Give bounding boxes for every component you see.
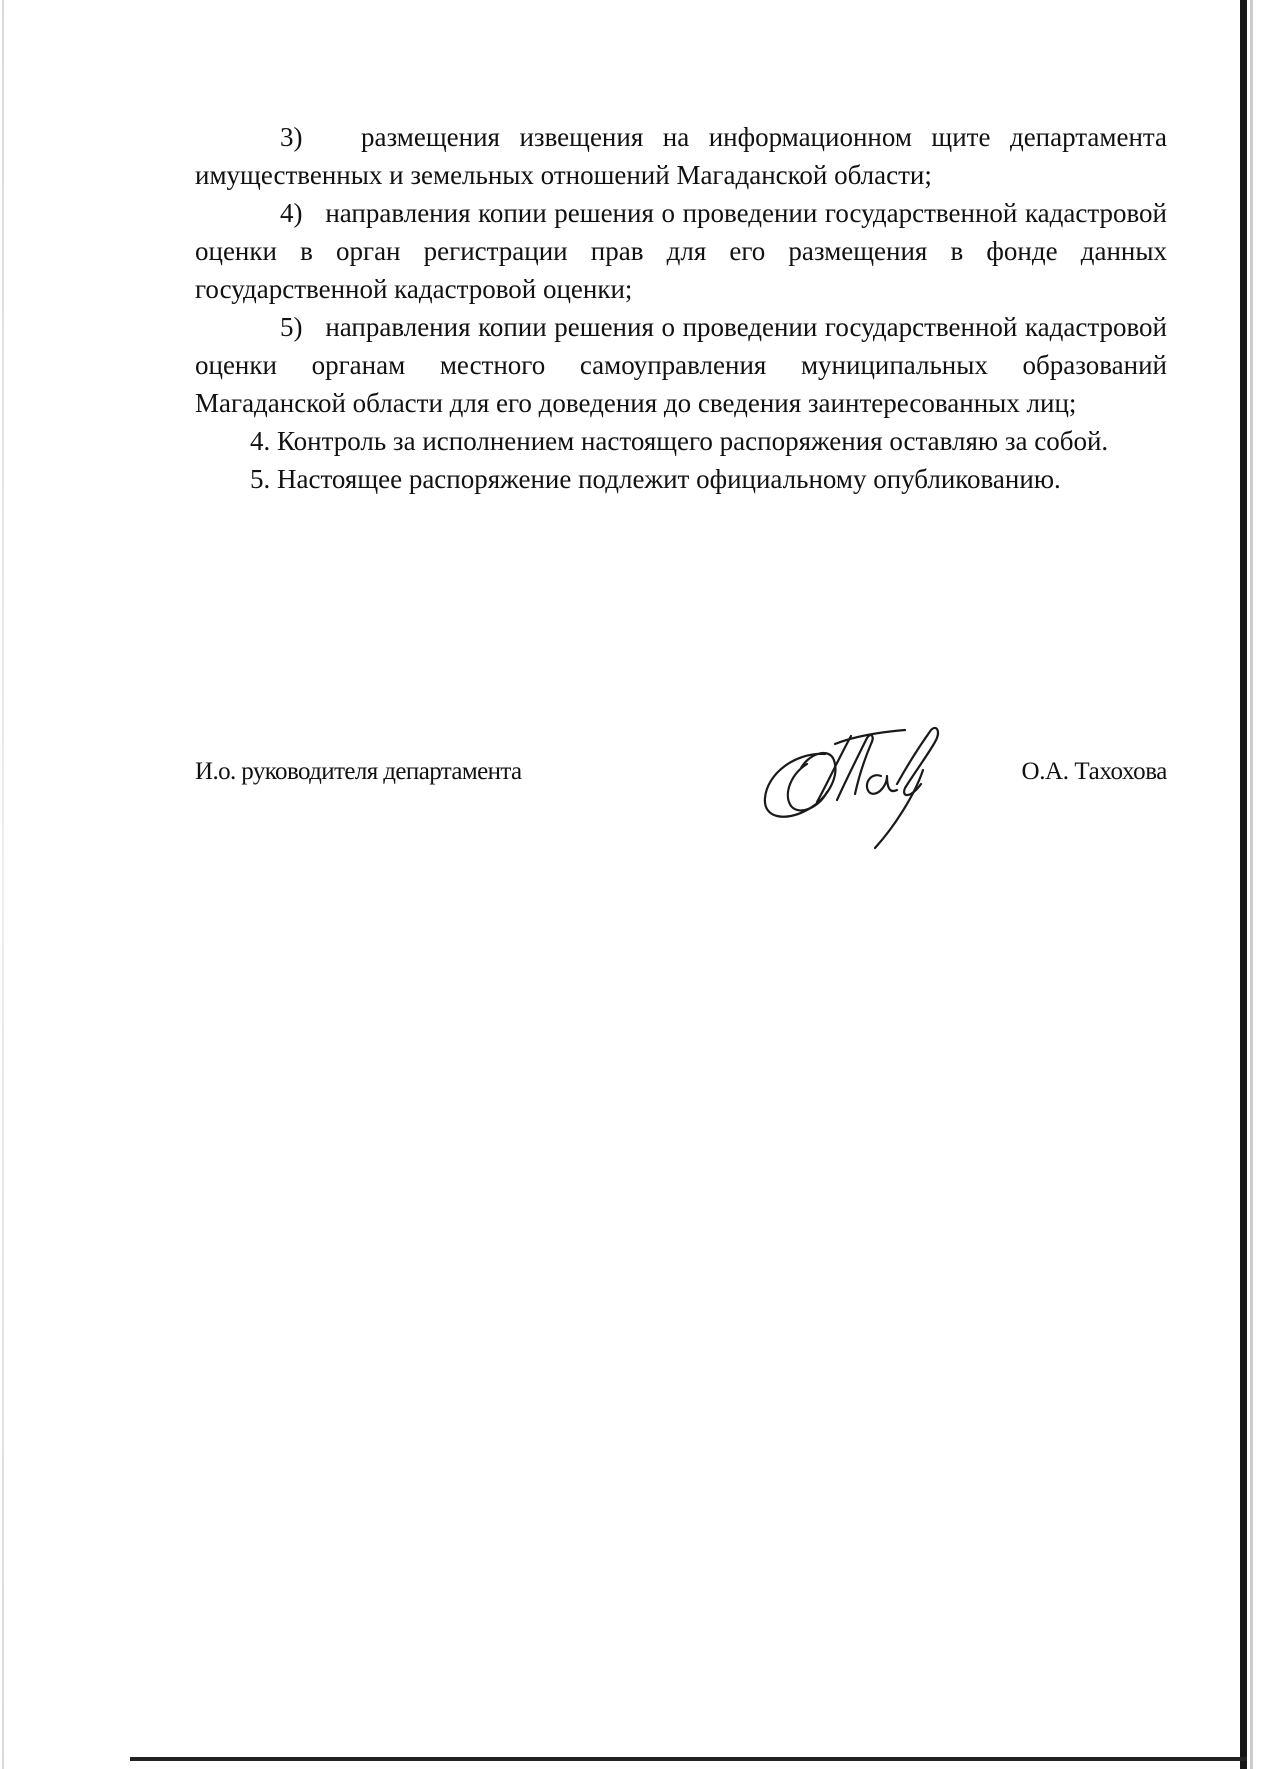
paragraph-publication: 5. Настоящее распоряжение подлежит официальному опубликованию. bbox=[250, 464, 1061, 494]
list-item-number: 4) bbox=[280, 198, 303, 228]
list-item-number: 3) bbox=[280, 122, 303, 152]
scan-left-edge bbox=[2, 0, 4, 1769]
signatory-position: И.о. руководителя департамента bbox=[195, 758, 522, 785]
handwritten-signature bbox=[755, 714, 965, 854]
paragraph-control: 4. Контроль за исполнением настоящего распоряжения оставляю за собой. bbox=[250, 426, 1109, 456]
list-item-text: направления копии решения о проведении государственной кадастровой оценки органам местного самоуправления муниципальных образований Магаданской области для его доведения до сведения заинтересованных лиц; bbox=[195, 312, 1167, 418]
list-item-number: 5) bbox=[280, 312, 303, 342]
signature-block bbox=[195, 720, 1167, 860]
list-item-5 bbox=[195, 308, 1167, 422]
document-body bbox=[195, 118, 1167, 498]
scan-bottom-edge bbox=[130, 1757, 1247, 1761]
list-item-text: направления копии решения о проведении государственной кадастровой оценки в орган регистрации прав для его размещения в фонде данных государственной кадастровой оценки; bbox=[195, 198, 1167, 304]
list-item-text: размещения извещения на информационном щите департамента имущественных и земельных отношений Магаданской области; bbox=[195, 122, 1168, 190]
list-item-3 bbox=[195, 118, 1167, 194]
list-item-4 bbox=[195, 194, 1167, 308]
scan-right-edge bbox=[1240, 0, 1247, 1769]
scan-right-shadow bbox=[1250, 0, 1253, 1769]
signatory-name: О.А. Тахохова bbox=[1021, 758, 1167, 785]
